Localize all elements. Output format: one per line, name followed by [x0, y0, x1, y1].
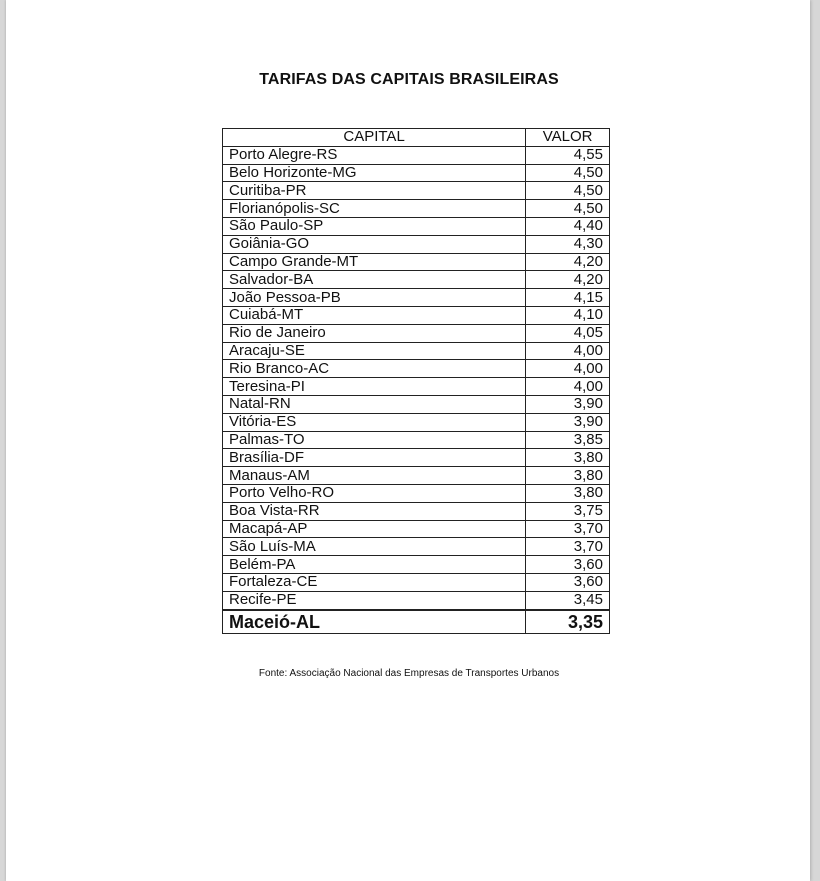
- cell-valor: 3,70: [526, 538, 610, 556]
- cell-capital: Natal-RN: [223, 395, 526, 413]
- cell-valor: 3,60: [526, 573, 610, 591]
- cell-valor: 3,80: [526, 467, 610, 485]
- cell-capital: Goiânia-GO: [223, 235, 526, 253]
- cell-capital: Brasília-DF: [223, 449, 526, 467]
- table-row-highlight: [223, 610, 610, 634]
- cell-capital: Palmas-TO: [223, 431, 526, 449]
- cell-capital: Manaus-AM: [223, 467, 526, 485]
- header-capital: CAPITAL: [223, 129, 526, 147]
- cell-capital: Vitória-ES: [223, 413, 526, 431]
- cell-capital: Rio Branco-AC: [223, 360, 526, 378]
- cell-valor: 4,00: [526, 342, 610, 360]
- table-row: [223, 164, 610, 182]
- header-valor: VALOR: [526, 129, 610, 147]
- cell-valor: 4,40: [526, 217, 610, 235]
- cell-valor: 3,45: [526, 591, 610, 609]
- cell-capital: São Paulo-SP: [223, 217, 526, 235]
- cell-capital: Porto Velho-RO: [223, 484, 526, 502]
- cell-valor: 4,50: [526, 182, 610, 200]
- table-row: [223, 395, 610, 413]
- table-row: [223, 235, 610, 253]
- cell-capital: Belém-PA: [223, 556, 526, 574]
- table-row: [223, 573, 610, 591]
- table-row: [223, 378, 610, 396]
- cell-valor: 4,50: [526, 164, 610, 182]
- cell-valor-highlight: 3,35: [526, 610, 610, 634]
- cell-valor: 4,20: [526, 271, 610, 289]
- table-body: [223, 146, 610, 633]
- table-row: [223, 200, 610, 218]
- table-row: [223, 502, 610, 520]
- table-row: [223, 289, 610, 307]
- table-row: [223, 342, 610, 360]
- fares-table: [222, 128, 610, 634]
- document-title: TARIFAS DAS CAPITAIS BRASILEIRAS: [259, 71, 559, 88]
- table-row: [223, 431, 610, 449]
- table-row: [223, 182, 610, 200]
- cell-capital: João Pessoa-PB: [223, 289, 526, 307]
- table-row: [223, 413, 610, 431]
- table-header-row: [223, 129, 610, 147]
- table-row: [223, 253, 610, 271]
- cell-valor: 4,30: [526, 235, 610, 253]
- cell-capital: Recife-PE: [223, 591, 526, 609]
- cell-valor: 3,60: [526, 556, 610, 574]
- cell-valor: 4,10: [526, 306, 610, 324]
- cell-valor: 4,20: [526, 253, 610, 271]
- table-row: [223, 484, 610, 502]
- cell-valor: 4,05: [526, 324, 610, 342]
- cell-valor: 4,00: [526, 378, 610, 396]
- cell-valor: 4,15: [526, 289, 610, 307]
- cell-valor: 3,80: [526, 449, 610, 467]
- cell-valor: 3,90: [526, 413, 610, 431]
- cell-valor: 3,85: [526, 431, 610, 449]
- table-row: [223, 306, 610, 324]
- cell-capital-highlight: Maceió-AL: [223, 610, 526, 634]
- cell-capital: Boa Vista-RR: [223, 502, 526, 520]
- cell-valor: 4,00: [526, 360, 610, 378]
- table-row: [223, 467, 610, 485]
- table-row: [223, 538, 610, 556]
- cell-capital: Rio de Janeiro: [223, 324, 526, 342]
- cell-capital: Porto Alegre-RS: [223, 146, 526, 164]
- table-row: [223, 520, 610, 538]
- cell-valor: 3,90: [526, 395, 610, 413]
- cell-capital: Florianópolis-SC: [223, 200, 526, 218]
- table-row: [223, 271, 610, 289]
- cell-capital: Aracaju-SE: [223, 342, 526, 360]
- cell-capital: Curitiba-PR: [223, 182, 526, 200]
- table-row: [223, 146, 610, 164]
- cell-capital: São Luís-MA: [223, 538, 526, 556]
- cell-valor: 3,75: [526, 502, 610, 520]
- table-row: [223, 360, 610, 378]
- table-row: [223, 217, 610, 235]
- table-row: [223, 449, 610, 467]
- cell-valor: 4,55: [526, 146, 610, 164]
- cell-capital: Cuiabá-MT: [223, 306, 526, 324]
- source-note: Fonte: Associação Nacional das Empresas de Transportes Urbanos: [258, 668, 560, 679]
- cell-capital: Fortaleza-CE: [223, 573, 526, 591]
- cell-capital: Campo Grande-MT: [223, 253, 526, 271]
- cell-capital: Macapá-AP: [223, 520, 526, 538]
- cell-capital: Salvador-BA: [223, 271, 526, 289]
- cell-capital: Belo Horizonte-MG: [223, 164, 526, 182]
- table-row: [223, 324, 610, 342]
- table-row: [223, 591, 610, 609]
- cell-valor: 3,80: [526, 484, 610, 502]
- cell-capital: Teresina-PI: [223, 378, 526, 396]
- table-row: [223, 556, 610, 574]
- cell-valor: 3,70: [526, 520, 610, 538]
- cell-valor: 4,50: [526, 200, 610, 218]
